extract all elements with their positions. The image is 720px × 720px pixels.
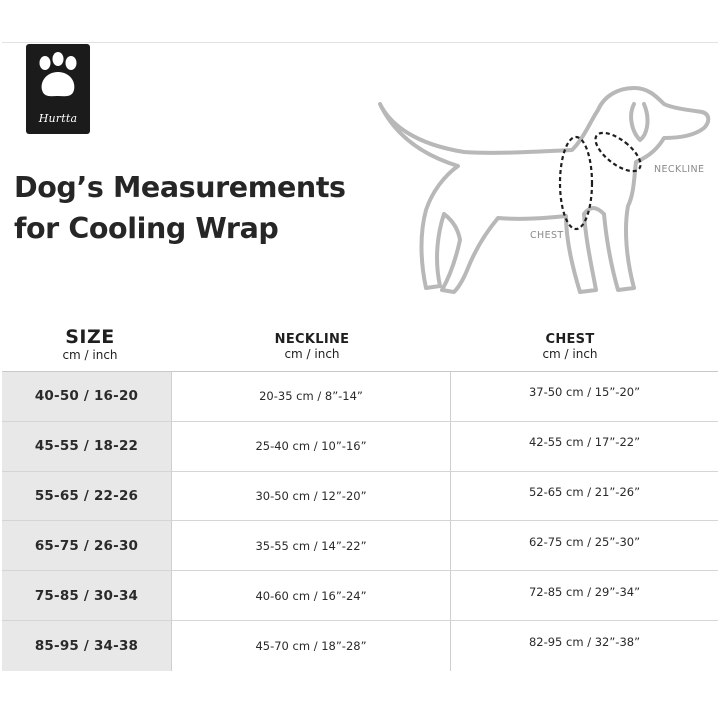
table-row [2, 571, 718, 621]
column-header-neckline [250, 332, 374, 361]
chest-cell: 82-95 cm / 32”-38” [528, 634, 641, 649]
neckline-header-label: NECKLINE [274, 332, 350, 347]
neckline-cell: 30-50 cm / 12”-20” [172, 472, 451, 521]
chest-cell: 37-50 cm / 15”-20” [528, 385, 641, 400]
size-table [2, 371, 718, 677]
table-row [2, 422, 718, 472]
chest-header-unit: cm / inch [542, 347, 598, 361]
logo-text: Hurtta [38, 112, 78, 125]
table-row [2, 521, 718, 571]
title-line-2: for Cooling Wrap [14, 212, 279, 245]
column-header-chest [510, 332, 630, 361]
neckline-cell: 45-70 cm / 18”-28” [172, 621, 451, 671]
table-row [2, 472, 718, 522]
size-cell: 85-95 / 34-38 [2, 621, 172, 671]
neckline-header-unit: cm / inch [284, 347, 340, 361]
size-cell: 75-85 / 30-34 [2, 571, 172, 620]
chest-cell: 62-75 cm / 25”-30” [528, 534, 641, 549]
size-header-label: SIZE [65, 326, 115, 348]
table-row [2, 621, 718, 671]
page-title [14, 167, 374, 249]
column-header-size [30, 326, 150, 362]
size-cell: 45-55 / 18-22 [2, 422, 172, 471]
chest-header-label: CHEST [545, 332, 595, 347]
dog-illustration [372, 82, 717, 307]
title-line-1: Dog’s Measurements [14, 171, 346, 204]
brand-logo [26, 44, 90, 134]
size-cell: 65-75 / 26-30 [2, 521, 172, 570]
size-cell: 55-65 / 22-26 [2, 472, 172, 521]
neckline-cell: 35-55 cm / 14”-22” [172, 521, 451, 570]
neckline-cell: 25-40 cm / 10”-16” [172, 422, 451, 471]
size-header-unit: cm / inch [62, 348, 118, 362]
chest-cell: 42-55 cm / 17”-22” [528, 435, 641, 450]
table-row [2, 372, 718, 422]
neckline-cell: 20-35 cm / 8”-14” [172, 372, 451, 421]
neckline-diagram-label: NECKLINE [654, 164, 705, 175]
size-cell: 40-50 / 16-20 [2, 372, 172, 421]
chest-cell: 52-65 cm / 21”-26” [528, 484, 641, 499]
chest-cell: 72-85 cm / 29”-34” [528, 584, 641, 599]
neckline-cell: 40-60 cm / 16”-24” [172, 571, 451, 620]
chest-diagram-label: CHEST [530, 230, 564, 241]
